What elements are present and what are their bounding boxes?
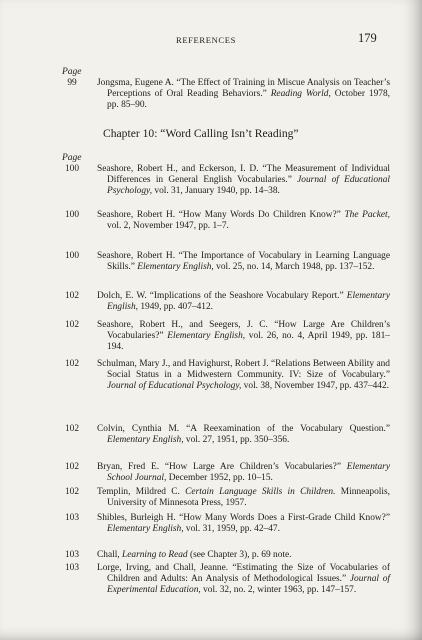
reference-page: 103 — [64, 550, 80, 560]
reference-page: 102 — [64, 291, 80, 301]
page-column-label: Page — [62, 67, 82, 77]
reference-text: Seashore, Robert H. “How Many Words Do Children Know?” The Packet, vol. 2, November 1947, pp. 1–7. — [97, 210, 390, 232]
reference-page: 102 — [64, 320, 80, 330]
reference-page: 100 — [64, 164, 80, 174]
reference-page: 99 — [67, 78, 77, 88]
reference-text: Seashore, Robert H. “The Importance of Vocabulary in Learning Language Skills.” Elementary English, vol. 25, no. 14, March 1948, pp. 137–152. — [97, 251, 390, 273]
reference-text: Dolch, E. W. “Implications of the Seashore Vocabulary Report.” Elementary English, 1949, pp. 407–412. — [97, 291, 390, 313]
page-number: 179 — [358, 31, 377, 45]
reference-page: 102 — [64, 487, 80, 497]
reference-page: 100 — [64, 210, 80, 220]
reference-page: 103 — [64, 563, 80, 573]
chapter-heading: Chapter 10: “Word Calling Isn’t Reading” — [103, 127, 299, 140]
reference-text: Lorge, Irving, and Chall, Jeanne. “Estimating the Size of Vocabularies of Children and Adults: An Analysis of Methodological Issues.” Journal of Experimental Education, vol. 32, no. 2, winter 1963, pp. 147–157. — [97, 563, 390, 596]
reference-page: 102 — [64, 462, 80, 472]
reference-text: Schulman, Mary J., and Havighurst, Robert J. “Relations Between Ability and Social Status in a Midwestern Community. IV: Size of Vocabulary.” Journal of Educational Psychology, vol. 38, November 1947, pp. 437–442. — [97, 359, 390, 392]
reference-text: Colvin, Cynthia M. “A Reexamination of the Vocabulary Question.” Elementary English, vol. 27, 1951, pp. 350–356. — [97, 424, 390, 446]
reference-text: Chall, Learning to Read (see Chapter 3), p. 69 note. — [97, 550, 292, 560]
reference-page: 102 — [64, 424, 80, 434]
reference-text: Seashore, Robert H., and Eckerson, I. D. “The Measurement of Individual Differences in General English Vocabularies.” Journal of Educational Psychology, vol. 31, January 1940, pp. 14–38. — [97, 164, 390, 197]
reference-text: Shibles, Burleigh H. “How Many Words Does a First-Grade Child Know?” Elementary English, vol. 31, 1959, pp. 42–47. — [97, 513, 390, 535]
reference-text: Jongsma, Eugene A. “The Effect of Training in Miscue Analysis on Teacher’s Perceptions of Oral Reading Behaviors.” Reading World, October 1978, pp. 85–90. — [97, 78, 390, 111]
reference-text: Bryan, Fred E. “How Large Are Children’s Vocabularies?” Elementary School Journal, December 1952, pp. 10–15. — [97, 462, 390, 484]
reference-text: Templin, Mildred C. Certain Language Skills in Children. Minneapolis, University of Minnesota Press, 1957. — [97, 487, 390, 509]
running-header: REFERENCES — [176, 35, 236, 45]
reference-text: Seashore, Robert H., and Seegers, J. C. “How Large Are Children’s Vocabularies?” Elementary English, vol. 26, no. 4, April 1949, pp. 181–194. — [97, 320, 390, 353]
reference-page: 100 — [64, 251, 80, 261]
reference-page: 102 — [64, 359, 80, 369]
page-column-label: Page — [62, 153, 82, 163]
reference-page: 103 — [64, 513, 80, 523]
